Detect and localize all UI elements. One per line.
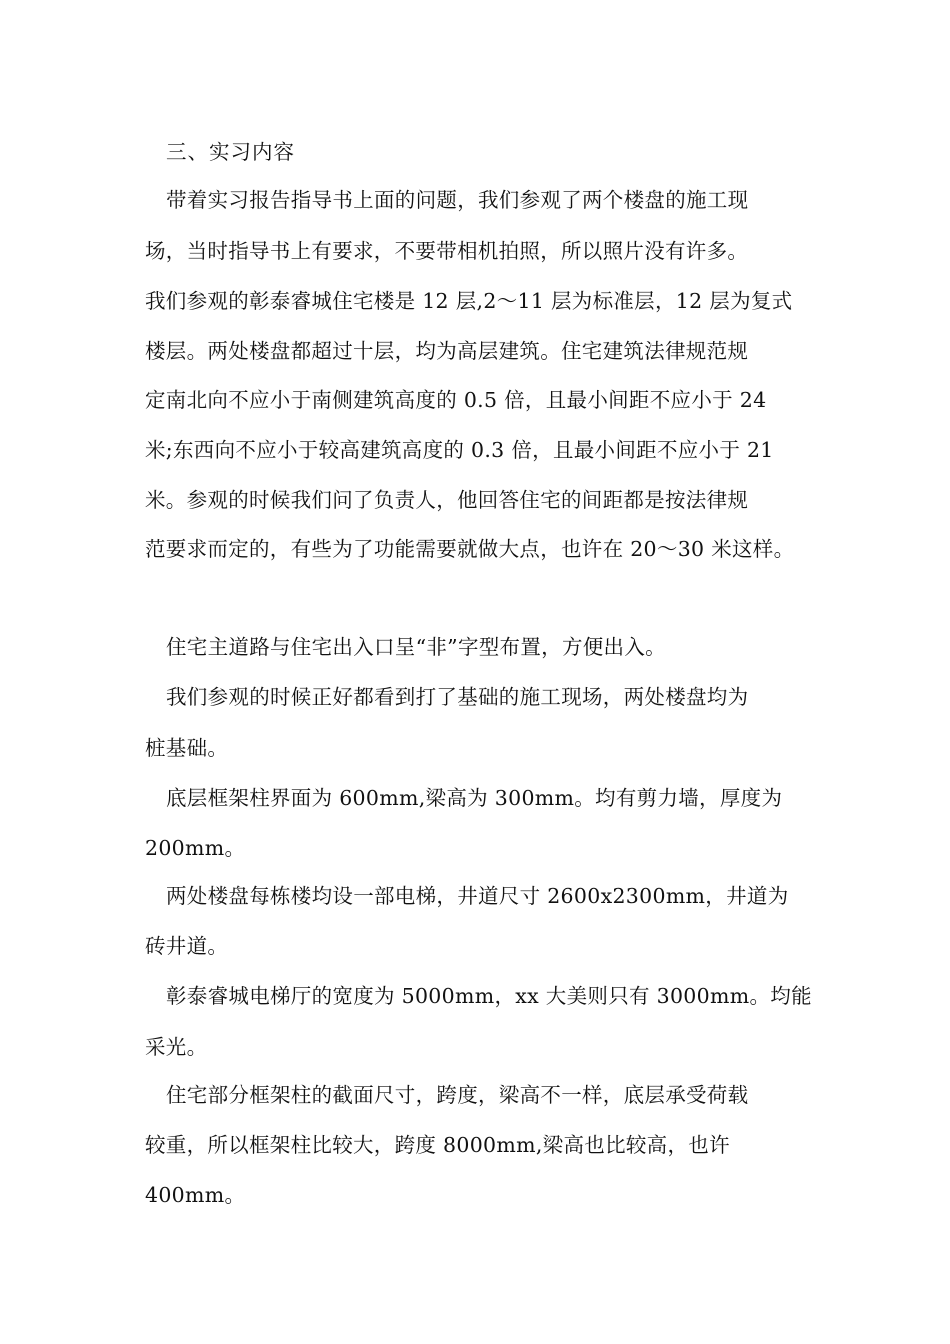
paragraph-line: 采光。	[145, 1035, 208, 1059]
paragraph-line: 范要求而定的，有些为了功能需要就做大点，也许在 20～30 米这样。	[145, 537, 795, 561]
paragraph-line: 200mm。	[145, 836, 246, 860]
paragraph-line: 400mm。	[145, 1183, 246, 1207]
paragraph-line: 桩基础。	[145, 736, 229, 760]
paragraph-line: 我们参观的彰泰睿城住宅楼是 12 层,2～11 层为标准层，12 层为复式	[145, 289, 793, 313]
paragraph-line: 两处楼盘每栋楼均设一部电梯，井道尺寸 2600x2300mm，井道为	[166, 884, 789, 908]
paragraph-line: 米;东西向不应小于较高建筑高度的 0.3 倍，且最小间距不应小于 21	[145, 438, 774, 462]
paragraph-line: 米。参观的时候我们问了负责人，他回答住宅的间距都是按法律规	[145, 488, 749, 512]
paragraph-line: 住宅主道路与住宅出入口呈“非”字型布置，方便出入。	[166, 635, 666, 659]
paragraph-line: 彰泰睿城电梯厅的宽度为 5000mm，xx 大美则只有 3000mm。均能	[166, 984, 812, 1008]
paragraph-line: 带着实习报告指导书上面的问题，我们参观了两个楼盘的施工现	[166, 188, 749, 212]
paragraph-line: 我们参观的时候正好都看到打了基础的施工现场，两处楼盘均为	[166, 685, 749, 709]
paragraph-line: 定南北向不应小于南侧建筑高度的 0.5 倍，且最小间距不应小于 24	[145, 388, 767, 412]
paragraph-line: 砖井道。	[145, 934, 229, 958]
paragraph-line: 较重，所以框架柱比较大，跨度 8000mm,梁高也比较高，也许	[145, 1133, 730, 1157]
section-heading: 三、实习内容	[166, 140, 295, 164]
paragraph-line: 楼层。两处楼盘都超过十层，均为高层建筑。住宅建筑法律规范规	[145, 339, 749, 363]
paragraph-line: 场，当时指导书上有要求，不要带相机拍照，所以照片没有许多。	[145, 239, 749, 263]
paragraph-line: 底层框架柱界面为 600mm,梁高为 300mm。均有剪力墙，厚度为	[166, 786, 783, 810]
paragraph-line: 住宅部分框架柱的截面尺寸，跨度，梁高不一样，底层承受荷载	[166, 1083, 749, 1107]
